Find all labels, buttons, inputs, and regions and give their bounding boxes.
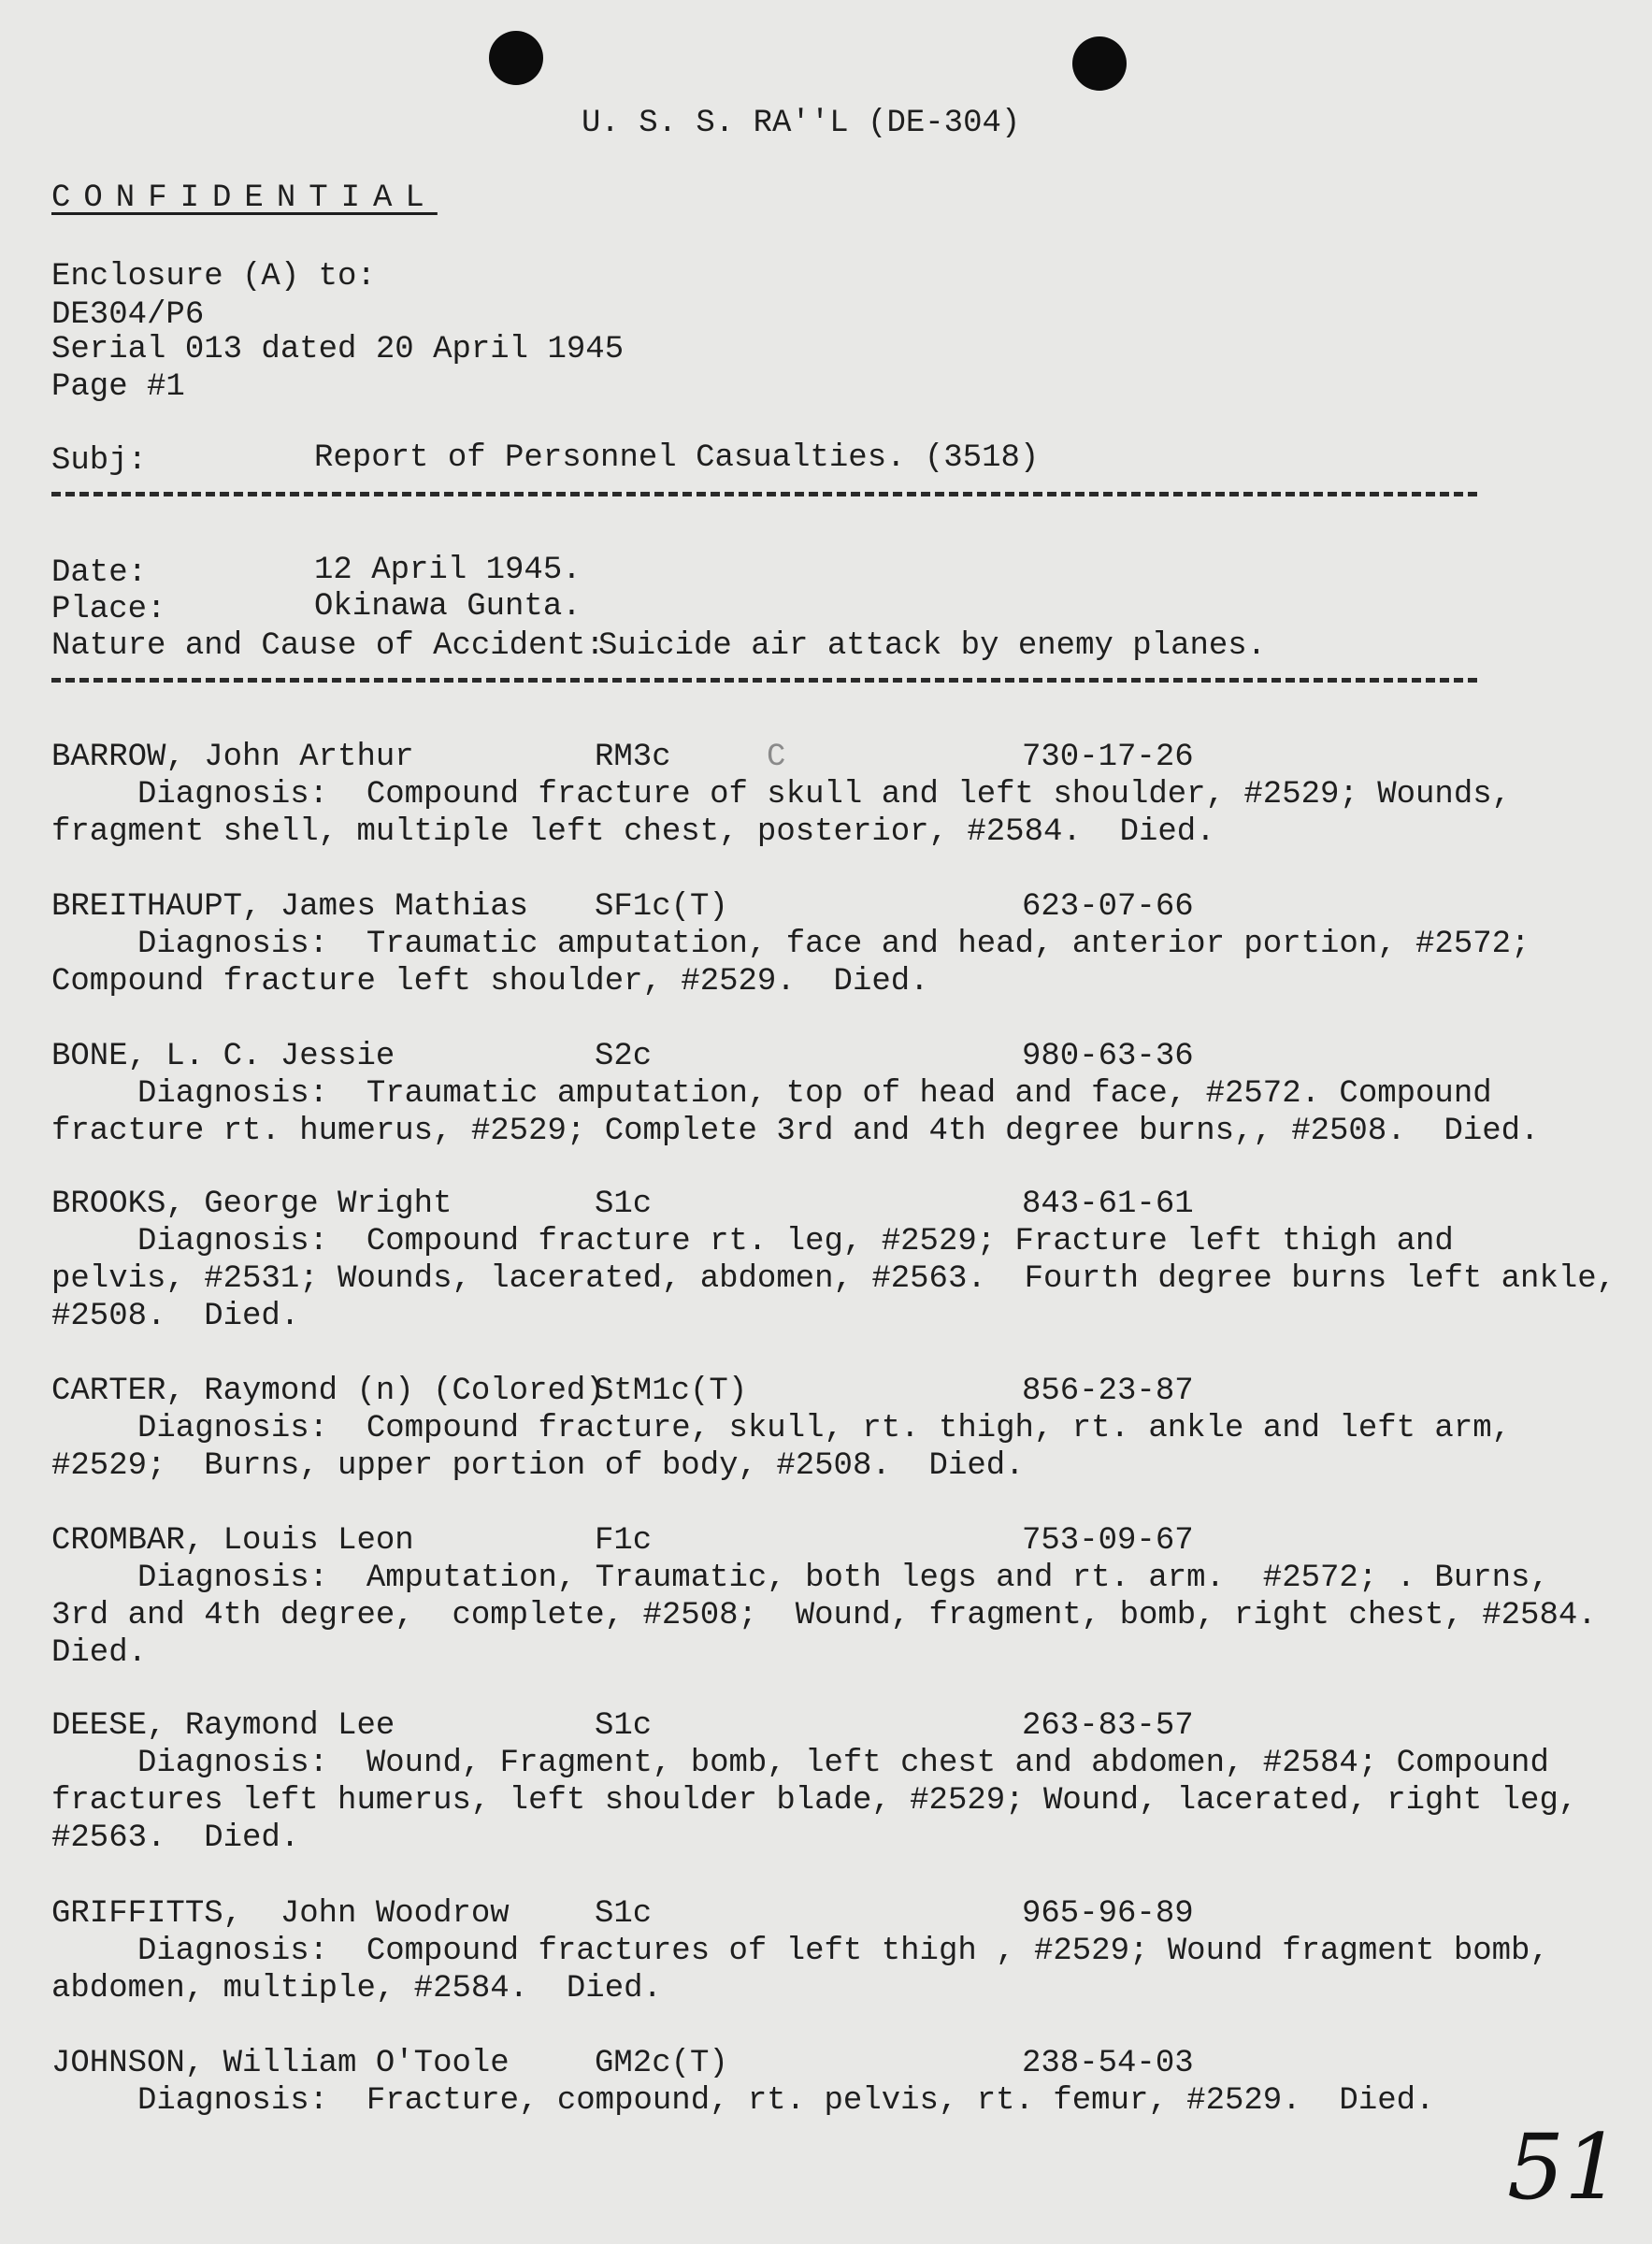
- casualty-service-number: 730-17-26: [1022, 740, 1194, 775]
- casualty-diagnosis-line: #2529; Burns, upper portion of body, #2508. Died.: [51, 1448, 1025, 1484]
- casualty-diagnosis-line: Diagnosis: Compound fracture of skull and left shoulder, #2529; Wounds,: [137, 777, 1512, 813]
- casualty-rate: F1c: [595, 1523, 653, 1559]
- casualty-rate: S2c: [595, 1039, 653, 1074]
- ship-header: U. S. S. RAʹʹL (DE-304): [582, 106, 1021, 141]
- casualty-diagnosis-line: fragment shell, multiple left chest, posterior, #2584. Died.: [51, 814, 1215, 850]
- divider-bottom: [51, 678, 1477, 683]
- casualty-name: BREITHAUPT, James Mathias: [51, 889, 529, 925]
- casualty-diagnosis-line: #2508. Died.: [51, 1299, 300, 1334]
- casualty-rate: GM2c(T): [595, 2046, 728, 2081]
- enclosure-line-4: Page #1: [51, 369, 185, 405]
- casualty-diagnosis-line: Diagnosis: Traumatic amputation, top of head and face, #2572. Compound: [137, 1076, 1492, 1112]
- casualty-name: BARROW, John Arthur: [51, 740, 414, 775]
- classification-heading: CONFIDENTIAL: [51, 180, 438, 216]
- casualty-diagnosis-line: Diagnosis: Fracture, compound, rt. pelvis, rt. femur, #2529. Died.: [137, 2083, 1435, 2119]
- subject-label: Subj:: [51, 443, 148, 479]
- page-stamp: 51: [1507, 2115, 1622, 2220]
- casualty-rate: S1c: [595, 1187, 653, 1222]
- casualty-diagnosis-line: Compound fracture left shoulder, #2529. Died.: [51, 964, 929, 1000]
- casualty-name: DEESE, Raymond Lee: [51, 1708, 395, 1744]
- punch-hole-left: [489, 31, 543, 85]
- casualty-diagnosis-line: fracture rt. humerus, #2529; Complete 3rd and 4th degree burns,, #2508. Died.: [51, 1114, 1540, 1149]
- divider-top: [51, 492, 1477, 496]
- date-label: Date:: [51, 555, 148, 591]
- casualty-name: BROOKS, George Wright: [51, 1187, 453, 1222]
- casualty-diagnosis-line: Diagnosis: Compound fracture, skull, rt. thigh, rt. ankle and left arm,: [137, 1411, 1512, 1446]
- cause-label: Nature and Cause of Accident:: [51, 628, 605, 664]
- place-label: Place:: [51, 592, 166, 627]
- casualty-service-number: 843-61-61: [1022, 1187, 1194, 1222]
- casualty-service-number: 980-63-36: [1022, 1039, 1194, 1074]
- enclosure-line-2: DE304/P6: [51, 297, 205, 333]
- casualty-diagnosis-line: Diagnosis: Compound fractures of left thigh , #2529; Wound fragment bomb,: [137, 1934, 1549, 1969]
- cause-value: Suicide air attack by enemy planes.: [598, 628, 1267, 664]
- subject-text: Report of Personnel Casualties. (3518): [314, 440, 1040, 476]
- casualty-diagnosis-line: Diagnosis: Wound, Fragment, bomb, left chest and abdomen, #2584; Compound: [137, 1746, 1549, 1781]
- casualty-service-number: 623-07-66: [1022, 889, 1194, 925]
- casualty-diagnosis-line: #2563. Died.: [51, 1820, 300, 1856]
- casualty-mark: C: [767, 740, 786, 775]
- casualty-name: BONE, L. C. Jessie: [51, 1039, 395, 1074]
- casualty-service-number: 965-96-89: [1022, 1896, 1194, 1932]
- casualty-name: CROMBAR, Louis Leon: [51, 1523, 414, 1559]
- casualty-service-number: 856-23-87: [1022, 1374, 1194, 1409]
- casualty-rate: S1c: [595, 1708, 653, 1744]
- casualty-diagnosis-line: abdomen, multiple, #2584. Died.: [51, 1971, 662, 2007]
- enclosure-line-3: Serial 013 dated 20 April 1945: [51, 332, 625, 367]
- casualty-service-number: 238-54-03: [1022, 2046, 1194, 2081]
- casualty-diagnosis-line: Diagnosis: Traumatic amputation, face and head, anterior portion, #2572;: [137, 927, 1530, 962]
- casualty-service-number: 753-09-67: [1022, 1523, 1194, 1559]
- casualty-diagnosis-line: Died.: [51, 1635, 148, 1671]
- casualty-name: JOHNSON, William O'Toole: [51, 2046, 510, 2081]
- punch-hole-right: [1072, 36, 1127, 91]
- casualty-diagnosis-line: 3rd and 4th degree, complete, #2508; Wound, fragment, bomb, right chest, #2584.: [51, 1598, 1597, 1633]
- date-value: 12 April 1945.: [314, 553, 582, 588]
- casualty-diagnosis-line: Diagnosis: Compound fracture rt. leg, #2529; Fracture left thigh and: [137, 1224, 1454, 1259]
- casualty-service-number: 263-83-57: [1022, 1708, 1194, 1744]
- enclosure-line-1: Enclosure (A) to:: [51, 259, 376, 295]
- casualty-rate: RM3c: [595, 740, 671, 775]
- casualty-diagnosis-line: fractures left humerus, left shoulder blade, #2529; Wound, lacerated, right leg,: [51, 1783, 1578, 1819]
- casualty-rate: S1c: [595, 1896, 653, 1932]
- casualty-name: CARTER, Raymond (n) (Colored): [51, 1374, 605, 1409]
- place-value: Okinawa Gunta.: [314, 589, 582, 625]
- casualty-rate: SF1c(T): [595, 889, 728, 925]
- casualty-rate: StM1c(T): [595, 1374, 748, 1409]
- casualty-diagnosis-line: Diagnosis: Amputation, Traumatic, both legs and rt. arm. #2572; . Burns,: [137, 1561, 1549, 1596]
- casualty-name: GRIFFITTS, John Woodrow: [51, 1896, 510, 1932]
- casualty-diagnosis-line: pelvis, #2531; Wounds, lacerated, abdomen, #2563. Fourth degree burns left ankle,: [51, 1261, 1616, 1297]
